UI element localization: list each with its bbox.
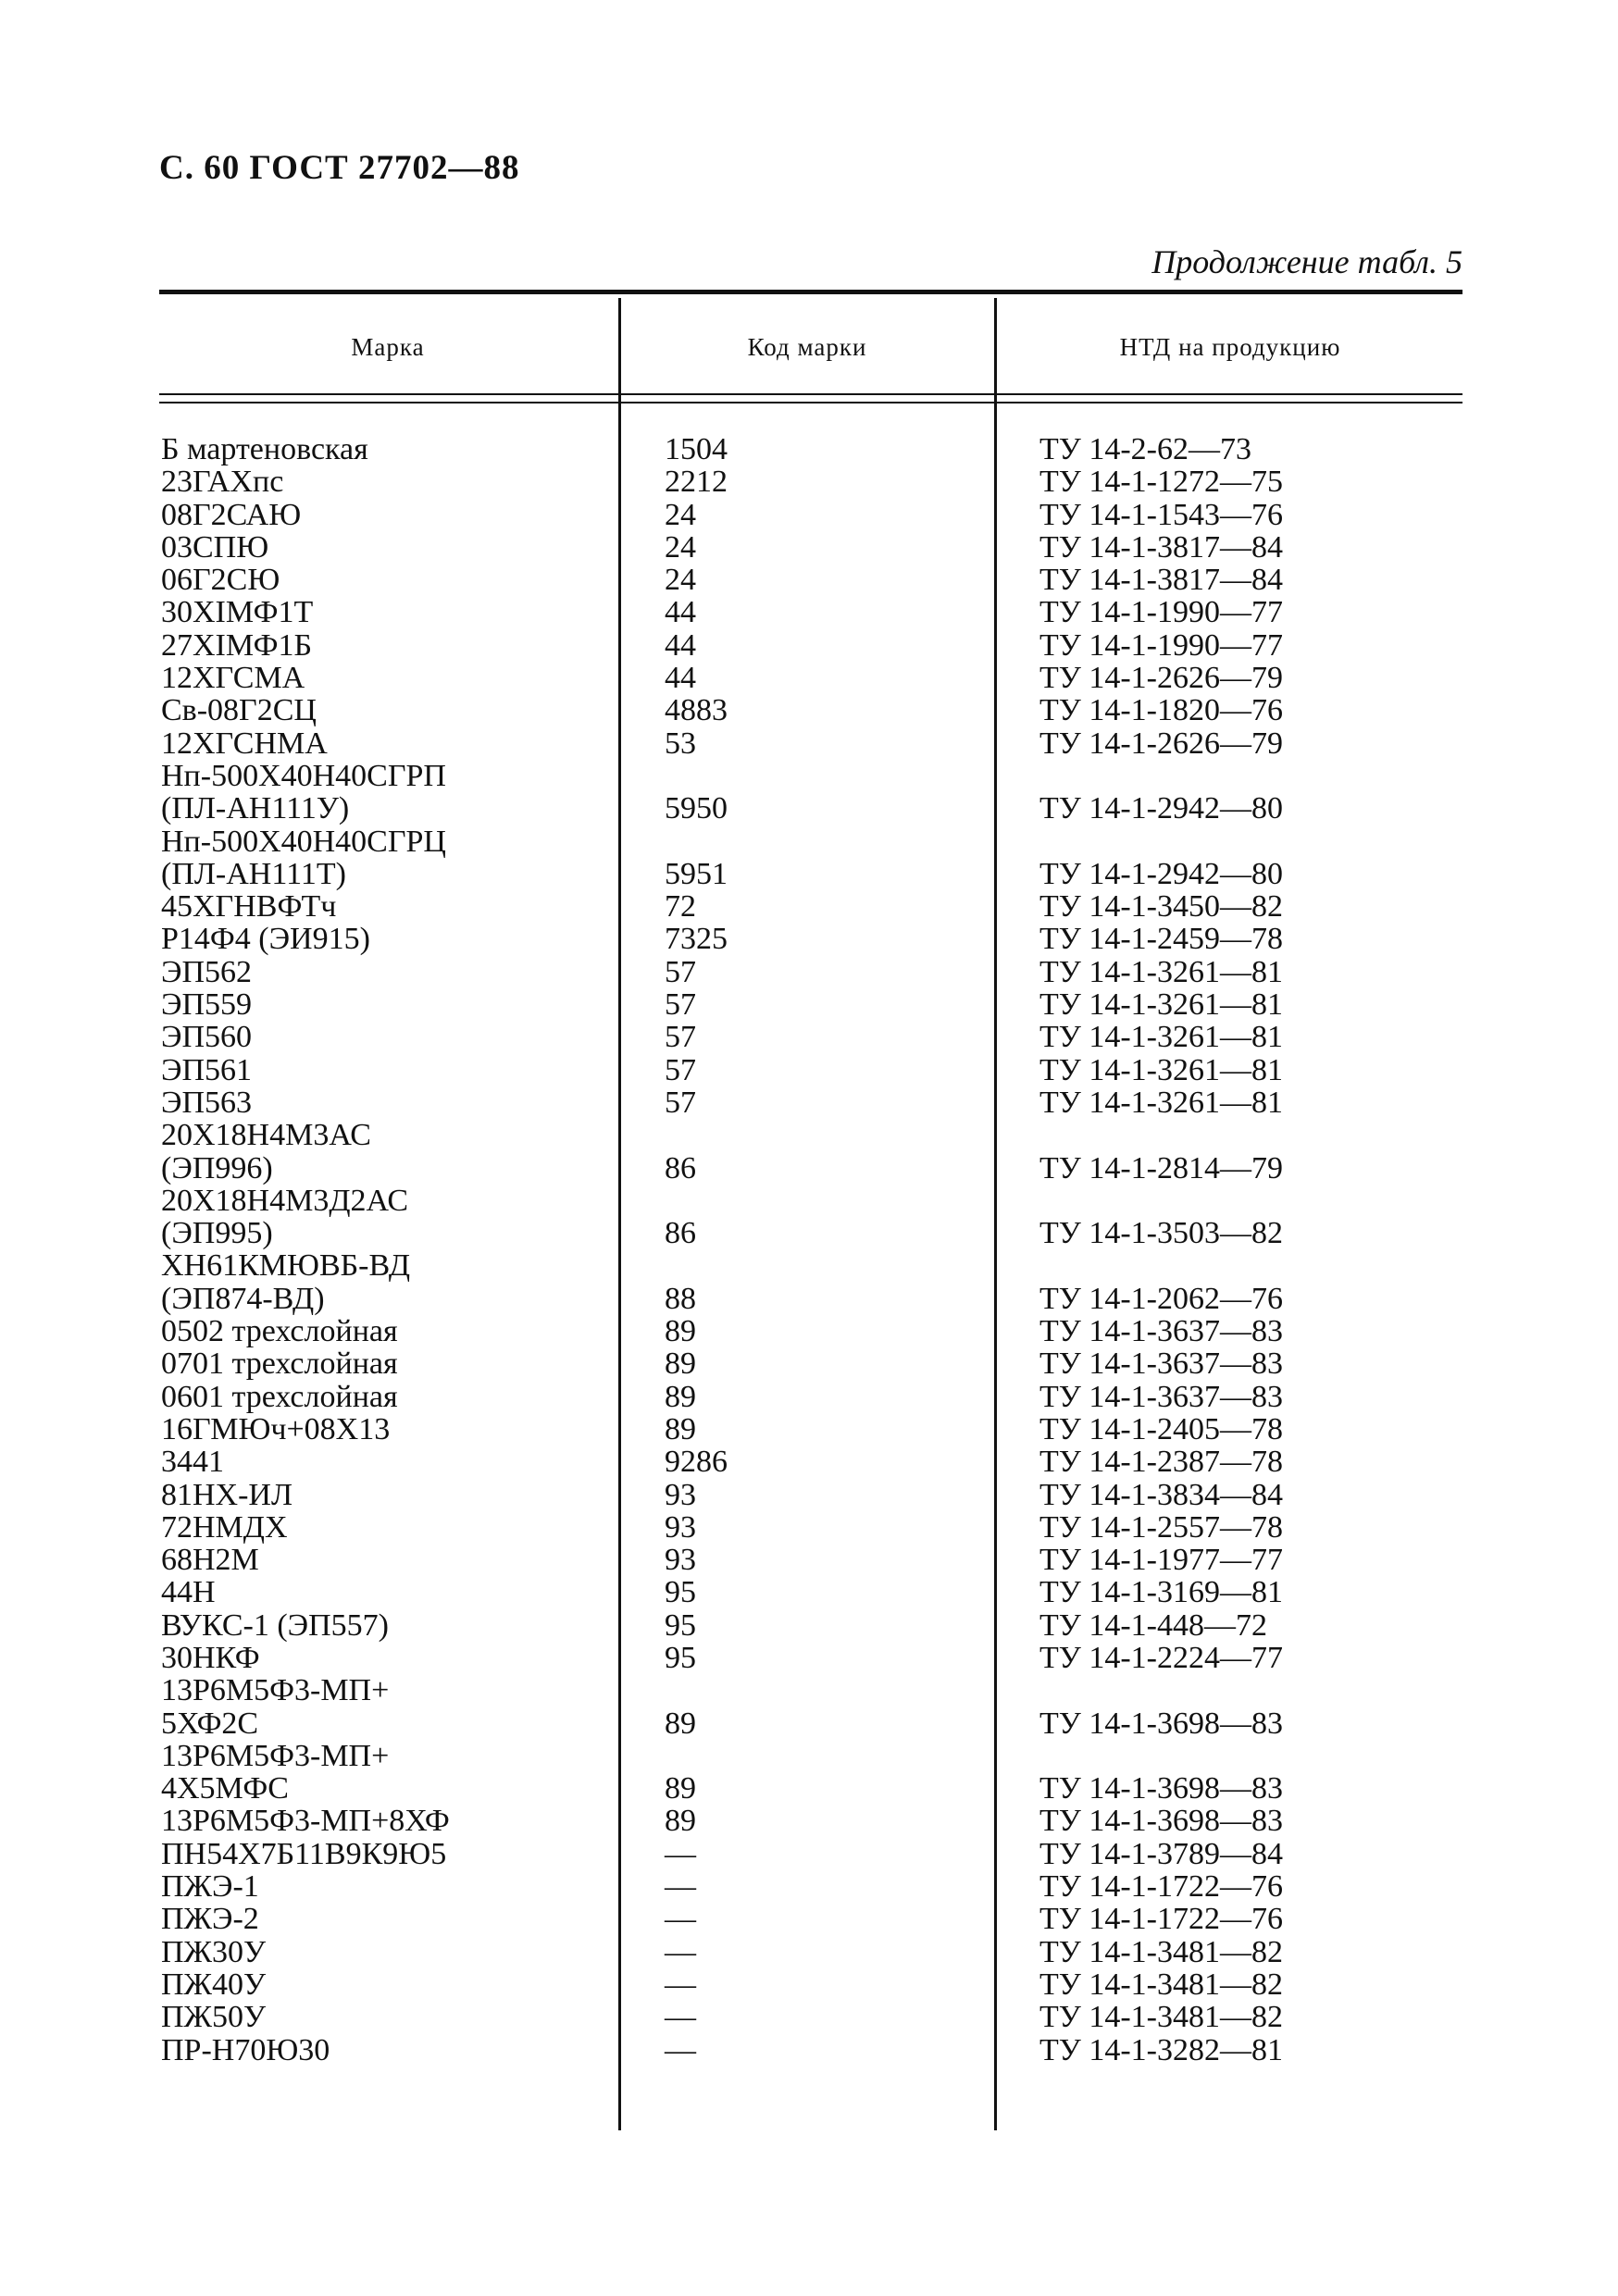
- mark-cell: (ЭП874-ВД): [161, 1281, 325, 1316]
- ntd-cell: ТУ 14-1-3261—81: [1039, 954, 1283, 989]
- ntd-cell: ТУ 14-1-3481—82: [1039, 1967, 1283, 2002]
- mark-cell: Нп-500Х40Н40СГРП: [161, 758, 446, 793]
- table-row: [0, 1446, 1618, 1478]
- ntd-cell: ТУ 14-1-3698—83: [1039, 1706, 1283, 1741]
- page-header: С. 60 ГОСТ 27702—88: [159, 149, 520, 187]
- table-row: [0, 1576, 1618, 1608]
- code-cell: 89: [665, 1411, 696, 1446]
- ntd-cell: ТУ 14-1-1543—76: [1039, 497, 1283, 532]
- mark-cell: 30ХIМФ1Т: [161, 595, 314, 630]
- mark-cell: 03СПЮ: [161, 529, 269, 565]
- table-row: [0, 1740, 1618, 1806]
- table-row: [0, 1511, 1618, 1544]
- mark-cell: ЭП562: [161, 954, 252, 989]
- code-cell: —: [665, 2000, 696, 2035]
- mark-cell: Св-08Г2СЦ: [161, 693, 317, 728]
- code-cell: 93: [665, 1477, 696, 1512]
- code-cell: 1504: [665, 432, 728, 466]
- code-cell: 5950: [665, 791, 728, 826]
- code-cell: 95: [665, 1640, 696, 1675]
- ntd-cell: ТУ 14-1-2626—79: [1039, 661, 1283, 696]
- code-cell: 7325: [665, 922, 728, 957]
- code-cell: 5951: [665, 856, 728, 891]
- table-row: [0, 1054, 1618, 1086]
- table-row: [0, 1479, 1618, 1511]
- ntd-cell: ТУ 14-1-3261—81: [1039, 1052, 1283, 1087]
- code-cell: 89: [665, 1379, 696, 1414]
- ntd-cell: ТУ 14-1-2942—80: [1039, 856, 1283, 891]
- table-row: [0, 1674, 1618, 1740]
- ntd-cell: ТУ 14-1-3698—83: [1039, 1771, 1283, 1806]
- table-continuation-caption: Продолжение табл. 5: [1151, 243, 1462, 280]
- code-cell: 95: [665, 1575, 696, 1610]
- mark-cell: 4Х5МФС: [161, 1771, 289, 1806]
- code-cell: 88: [665, 1281, 696, 1316]
- table-row: [0, 662, 1618, 694]
- mark-cell: ПР-Н70Ю30: [161, 2032, 330, 2067]
- ntd-cell: ТУ 14-1-3834—84: [1039, 1477, 1283, 1512]
- ntd-cell: ТУ 14-1-3817—84: [1039, 563, 1283, 598]
- ntd-cell: ТУ 14-1-1722—76: [1039, 1902, 1283, 1937]
- code-cell: 9286: [665, 1445, 728, 1480]
- mark-cell: 16ГМЮч+08Х13: [161, 1411, 391, 1446]
- ntd-cell: ТУ 14-1-448—72: [1039, 1607, 1267, 1643]
- code-cell: 44: [665, 595, 696, 630]
- mark-cell: ЭП559: [161, 987, 252, 1023]
- ntd-cell: ТУ 14-1-3503—82: [1039, 1216, 1283, 1251]
- mark-cell: ХН61КМЮВБ-ВД: [161, 1248, 411, 1284]
- code-cell: 57: [665, 954, 696, 989]
- ntd-cell: ТУ 14-1-3261—81: [1039, 1020, 1283, 1055]
- mark-cell: 0601 трехслойная: [161, 1379, 398, 1414]
- table-row: [0, 465, 1618, 498]
- table-row: [0, 923, 1618, 955]
- table-row: [0, 2001, 1618, 2033]
- table-row: [0, 1544, 1618, 1576]
- mark-cell: ПЖЭ-1: [161, 1869, 259, 1905]
- mark-cell: (ПЛ-АН111У): [161, 791, 350, 826]
- code-cell: —: [665, 1836, 696, 1871]
- table-row: [0, 596, 1618, 628]
- code-cell: —: [665, 2032, 696, 2067]
- ntd-cell: ТУ 14-1-2062—76: [1039, 1281, 1283, 1316]
- ntd-cell: ТУ 14-1-3481—82: [1039, 2000, 1283, 2035]
- column-header-ntd: НТД на продукцию: [1119, 333, 1341, 361]
- mark-cell: 0701 трехслойная: [161, 1347, 398, 1382]
- ntd-cell: ТУ 14-2-62—73: [1039, 432, 1251, 466]
- code-cell: 72: [665, 889, 696, 925]
- table-top-rule: [159, 290, 1462, 294]
- table-row: [0, 1838, 1618, 1870]
- mark-cell: (ЭП995): [161, 1216, 273, 1251]
- table-body: [0, 433, 1618, 2066]
- code-cell: 44: [665, 661, 696, 696]
- ntd-cell: ТУ 14-1-3261—81: [1039, 987, 1283, 1023]
- ntd-cell: ТУ 14-1-3481—82: [1039, 1934, 1283, 1969]
- table-row: [0, 890, 1618, 923]
- code-cell: 2212: [665, 465, 728, 500]
- ntd-cell: ТУ 14-1-3637—83: [1039, 1314, 1283, 1349]
- mark-cell: ВУКС-1 (ЭП557): [161, 1607, 389, 1643]
- mark-cell: 13Р6М5Ф3-МП+8ХФ: [161, 1804, 450, 1839]
- header-rule: [159, 402, 1462, 403]
- column-header-mark: Марка: [351, 333, 425, 361]
- ntd-cell: ТУ 14-1-2387—78: [1039, 1445, 1283, 1480]
- ntd-cell: ТУ 14-1-2942—80: [1039, 791, 1283, 826]
- ntd-cell: ТУ 14-1-3282—81: [1039, 2032, 1283, 2067]
- mark-cell: (ЭП996): [161, 1150, 273, 1185]
- table-row: [0, 1936, 1618, 1968]
- code-cell: —: [665, 1902, 696, 1937]
- code-cell: 86: [665, 1150, 696, 1185]
- table-row: [0, 499, 1618, 531]
- ntd-cell: ТУ 14-1-1272—75: [1039, 465, 1283, 500]
- ntd-cell: ТУ 14-1-3698—83: [1039, 1804, 1283, 1839]
- ntd-cell: ТУ 14-1-2224—77: [1039, 1640, 1283, 1675]
- table-row: [0, 1315, 1618, 1347]
- mark-cell: 44Н: [161, 1575, 216, 1610]
- mark-cell: ПЖ40У: [161, 1967, 267, 2002]
- code-cell: 53: [665, 726, 696, 761]
- code-cell: 57: [665, 1020, 696, 1055]
- code-cell: —: [665, 1967, 696, 2002]
- mark-cell: ПН54Х7Б11В9К9Ю5: [161, 1836, 447, 1871]
- mark-cell: 13Р6М5Ф3-МП+: [161, 1738, 390, 1773]
- mark-cell: 12ХГСМА: [161, 661, 305, 696]
- mark-cell: 30НКФ: [161, 1640, 260, 1675]
- table-row: [0, 1086, 1618, 1119]
- code-cell: 4883: [665, 693, 728, 728]
- table-row: [0, 760, 1618, 825]
- mark-cell: 27ХIМФ1Б: [161, 627, 313, 663]
- table-row: [0, 1413, 1618, 1446]
- ntd-cell: ТУ 14-1-3261—81: [1039, 1085, 1283, 1120]
- mark-cell: 20Х18Н4М3Д2АС: [161, 1183, 409, 1218]
- ntd-cell: ТУ 14-1-3637—83: [1039, 1379, 1283, 1414]
- mark-cell: 81НХ-ИЛ: [161, 1477, 293, 1512]
- column-header-code: Код марки: [747, 333, 867, 361]
- code-cell: —: [665, 1934, 696, 1969]
- code-cell: 24: [665, 563, 696, 598]
- ntd-cell: ТУ 14-1-1977—77: [1039, 1543, 1283, 1578]
- mark-cell: 0502 трехслойная: [161, 1314, 398, 1349]
- table-row: [0, 433, 1618, 465]
- ntd-cell: ТУ 14-1-1990—77: [1039, 595, 1283, 630]
- ntd-cell: ТУ 14-1-3637—83: [1039, 1347, 1283, 1382]
- code-cell: 57: [665, 987, 696, 1023]
- mark-cell: 08Г2САЮ: [161, 497, 302, 532]
- table-row: [0, 1642, 1618, 1674]
- mark-cell: Р14Ф4 (ЭИ915): [161, 922, 370, 957]
- table-row: [0, 956, 1618, 988]
- table-row: [0, 1968, 1618, 2001]
- ntd-cell: ТУ 14-1-2557—78: [1039, 1509, 1283, 1545]
- table-row: [0, 1347, 1618, 1380]
- ntd-cell: ТУ 14-1-1722—76: [1039, 1869, 1283, 1905]
- code-cell: 86: [665, 1216, 696, 1251]
- mark-cell: 72НМДХ: [161, 1509, 288, 1545]
- mark-cell: ПЖ50У: [161, 2000, 267, 2035]
- table-row: [0, 1805, 1618, 1837]
- table-row: [0, 1381, 1618, 1413]
- ntd-cell: ТУ 14-1-3450—82: [1039, 889, 1283, 925]
- mark-cell: ЭП560: [161, 1020, 252, 1055]
- code-cell: 24: [665, 497, 696, 532]
- code-cell: 89: [665, 1804, 696, 1839]
- mark-cell: Нп-500Х40Н40СГРЦ: [161, 824, 446, 859]
- ntd-cell: ТУ 14-1-3817—84: [1039, 529, 1283, 565]
- code-cell: 93: [665, 1543, 696, 1578]
- table-row: [0, 727, 1618, 760]
- mark-cell: Б мартеновская: [161, 432, 368, 466]
- mark-cell: 3441: [161, 1445, 224, 1480]
- header-rule: [159, 393, 1462, 395]
- code-cell: 89: [665, 1706, 696, 1741]
- ntd-cell: ТУ 14-1-2814—79: [1039, 1150, 1283, 1185]
- table-row: [0, 1870, 1618, 1903]
- mark-cell: ЭП561: [161, 1052, 252, 1087]
- code-cell: 57: [665, 1085, 696, 1120]
- table-row: [0, 564, 1618, 596]
- mark-cell: 23ГАХпс: [161, 465, 284, 500]
- table-row: [0, 629, 1618, 662]
- mark-cell: 06Г2СЮ: [161, 563, 280, 598]
- code-cell: 89: [665, 1771, 696, 1806]
- code-cell: 57: [665, 1052, 696, 1087]
- table-row: [0, 1903, 1618, 1935]
- code-cell: 44: [665, 627, 696, 663]
- table-row: [0, 1609, 1618, 1642]
- table-row: [0, 825, 1618, 891]
- ntd-cell: ТУ 14-1-2459—78: [1039, 922, 1283, 957]
- table-row: [0, 694, 1618, 726]
- code-cell: 24: [665, 529, 696, 565]
- table-row: [0, 1021, 1618, 1053]
- code-cell: 89: [665, 1314, 696, 1349]
- table-row: [0, 531, 1618, 564]
- mark-cell: 12ХГСНМА: [161, 726, 328, 761]
- ntd-cell: ТУ 14-1-3169—81: [1039, 1575, 1283, 1610]
- mark-cell: ПЖ30У: [161, 1934, 267, 1969]
- code-cell: 89: [665, 1347, 696, 1382]
- mark-cell: 5ХФ2С: [161, 1706, 259, 1741]
- ntd-cell: ТУ 14-1-2405—78: [1039, 1411, 1283, 1446]
- mark-cell: 45ХГНВФТч: [161, 889, 337, 925]
- table-row: [0, 1119, 1618, 1185]
- mark-cell: 68Н2М: [161, 1543, 259, 1578]
- ntd-cell: ТУ 14-1-3789—84: [1039, 1836, 1283, 1871]
- ntd-cell: ТУ 14-1-1990—77: [1039, 627, 1283, 663]
- table-row: [0, 988, 1618, 1021]
- code-cell: 93: [665, 1509, 696, 1545]
- ntd-cell: ТУ 14-1-2626—79: [1039, 726, 1283, 761]
- mark-cell: 13Р6М5Ф3-МП+: [161, 1673, 390, 1708]
- ntd-cell: ТУ 14-1-1820—76: [1039, 693, 1283, 728]
- mark-cell: (ПЛ-АН111Т): [161, 856, 346, 891]
- table-row: [0, 2034, 1618, 2066]
- mark-cell: ПЖЭ-2: [161, 1902, 259, 1937]
- mark-cell: 20Х18Н4М3АС: [161, 1118, 371, 1153]
- table-row: [0, 1249, 1618, 1315]
- table-row: [0, 1185, 1618, 1250]
- mark-cell: ЭП563: [161, 1085, 252, 1120]
- code-cell: —: [665, 1869, 696, 1905]
- code-cell: 95: [665, 1607, 696, 1643]
